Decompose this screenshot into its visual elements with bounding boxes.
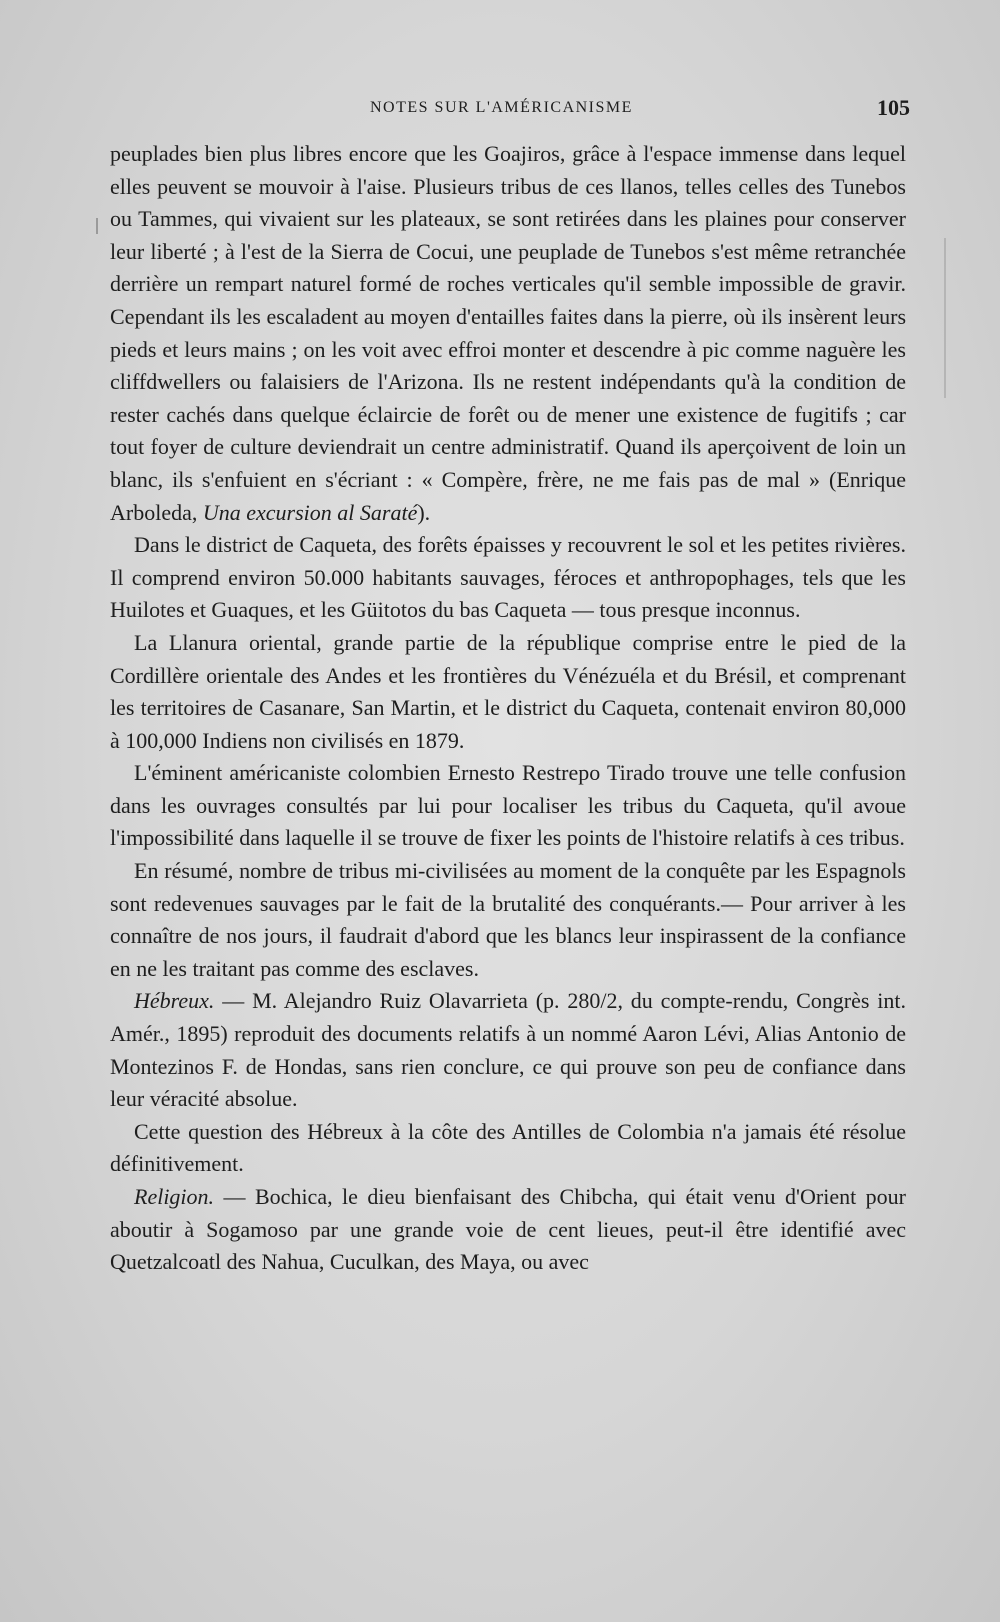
paragraph-text-end: ). [417,499,431,525]
paragraph [110,1116,906,1181]
paragraph [110,855,906,985]
section-lead: Religion. [134,1184,215,1209]
paragraph-text: La Llanura oriental, grande partie de la république comprise entre le pied de la Cordillère orientale des Andes et les frontières du Vénézuéla et du Brésil, et comprenant les territoires de Casanare, San Martin, et le district du Caqueta, contenait environ 80,000 à 100,000 Indiens non civilisés en 1879. [110,629,906,753]
paragraph [110,529,906,627]
paragraph [110,985,906,1115]
book-title: Una excursion al Saraté [202,499,418,525]
paragraph-text: Cette question des Hébreux à la côte des Antilles de Colombia n'a jamais été résolue définitivement. [110,1118,906,1177]
paragraph-text: peuplades bien plus libres encore que les Goajiros, grâce à l'espace immense dans lequel elles peuvent se mouvoir à l'aise. Plusieurs tribus de ces llanos, telles celles des Tunebos ou Tammes, qui vivaient sur les plateaux, se sont retirées dans les plaines pour conserver leur liberté ; à l'est de la Sierra de Cocui, une peuplade de Tunebos s'est même retranchée derrière un rempart naturel formé de roches verticales qu'il semble impossible de gravir. Cependant ils les escaladent au moyen d'entailles faites dans la pierre, où ils insèrent leurs pieds et leurs mains ; on les voit avec effroi monter et descendre à pic comme naguère les cliffdwellers ou falaisiers de l'Arizona. Ils ne restent indépendants qu'à la condition de rester cachés dans quelque éclaircie de forêt ou de mener une existence de fugitifs ; car tout foyer de culture deviendrait un centre administratif. Quand ils aperçoivent de loin un blanc, ils s'enfuient en s'écriant : « Compère, frère, ne me fais pas de mal » (Enrique Arboleda, [110,141,906,525]
paragraph-text: En résumé, nombre de tribus mi-civilisées au moment de la conquête par les Espagnols sont redevenues sauvages par le fait de la brutalité des conquérants.— Pour arriver à les connaître de nos jours, il faudrait d'abord que les blancs leur inspirassent de la confiance en ne les traitant pas comme des esclaves. [110,858,906,981]
page-header [110,95,910,125]
paragraph-text: L'éminent américaniste colombien Ernesto Restrepo Tirado trouve une telle confusion dans les ouvrages consultés par lui pour localiser les tribus du Caqueta, qu'il avoue l'impossibilité dans laquelle il se trouve de fixer les points de l'histoire relatifs à ces tribus. [110,760,906,851]
paragraph [110,1181,906,1279]
body-text [110,138,906,1279]
paragraph-text: — M. Alejandro Ruiz Olavarrieta (p. 280/2, du compte-rendu, Congrès int. Amér., 1895) reproduit des documents relatifs à un nommé Aaron Lévi, Alias Antonio de Montezinos F. de Hondas, sans rien conclure, ce qui prouve son peu de confiance dans leur véracité absolue. [110,988,906,1112]
paragraph-text: — Bochica, le dieu bienfaisant des Chibcha, qui était venu d'Orient pour aboutir à Sogamoso par une grande voie de cent lieues, peut-il être identifié avec Quetzalcoatl des Nahua, Cuculkan, des Maya, ou avec [110,1184,906,1275]
page-number: 105 [877,95,910,120]
margin-mark-right [944,238,946,398]
paragraph [110,757,906,855]
paragraph [110,627,906,757]
paragraph [110,138,906,529]
section-lead: Hébreux. [134,988,215,1014]
running-title: NOTES SUR L'AMÉRICANISME [370,99,633,116]
margin-mark-left [96,218,98,234]
paragraph-text: Dans le district de Caqueta, des forêts épaisses y recouvrent le sol et les petites rivières. Il comprend environ 50.000 habitants sauvages, féroces et anthropophages, tels que les Huilotes et Guaques, et les Güitotos du bas Caqueta — tous presque inconnus. [110,532,906,623]
